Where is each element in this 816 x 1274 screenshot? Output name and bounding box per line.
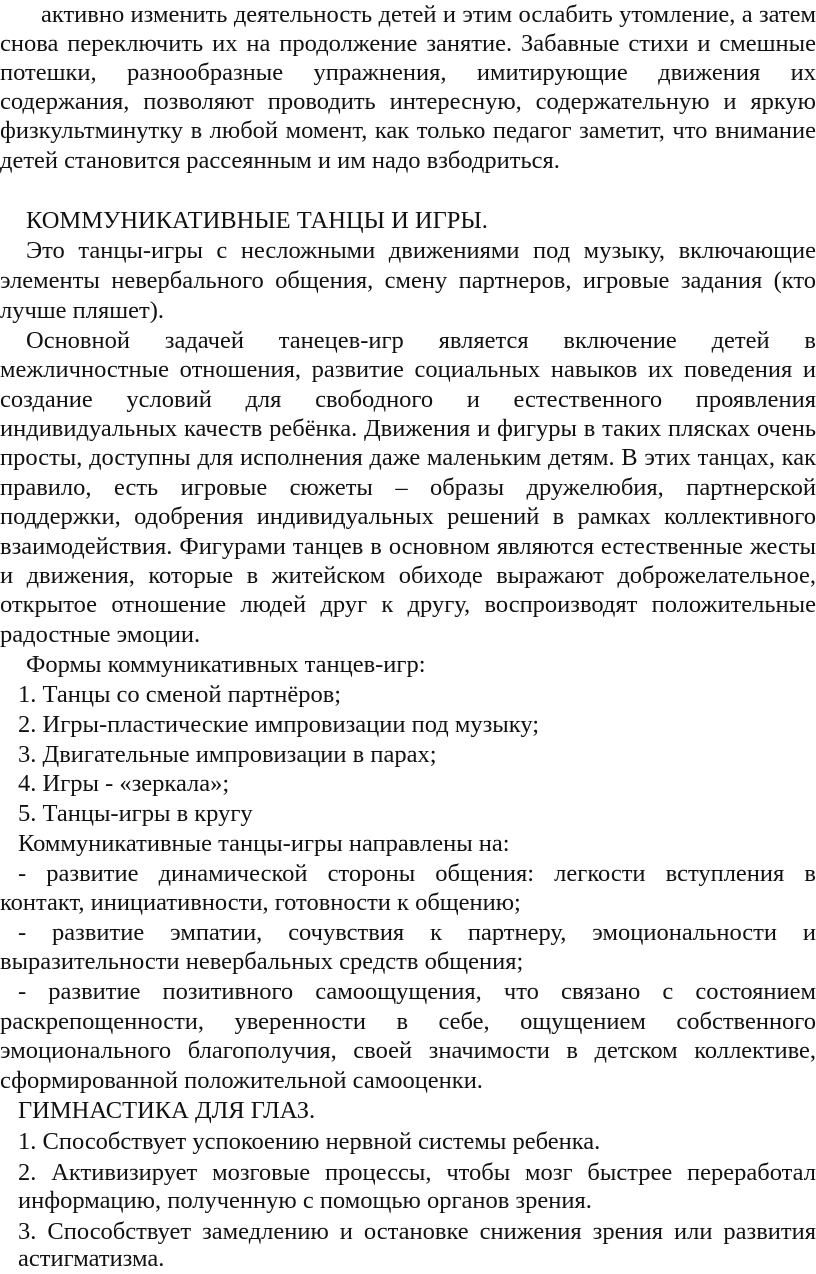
text-line: поддержки, одобрения индивидуальных решений в рамках коллективного: [0, 503, 816, 530]
text-line: лучше пляшет).: [0, 297, 164, 324]
list-intro: Формы коммуникативных танцев-игр:: [26, 651, 426, 678]
list-item: 3. Двигательные импровизации в парах;: [18, 741, 437, 768]
text-line: активно изменить деятельность детей и этим ослабить утомление, а затем: [41, 1, 816, 28]
text-line: снова переключить их на продолжение занятие. Забавные стихи и смешные: [0, 30, 816, 57]
text-line: физкультминутку в любой момент, как только педагог заметит, что внимание: [0, 117, 816, 144]
list-item: 1. Способствует успокоению нервной системы ребенка.: [18, 1128, 601, 1155]
text-line: элементы невербального общения, смену партнеров, игровые задания (кто: [0, 267, 816, 294]
text-line: эмоционального благополучия, своей значимости в детском коллективе,: [0, 1037, 816, 1064]
text-line: правило, есть игровые сюжеты – образы дружелюбия, партнерской: [0, 474, 816, 501]
text-line: - развитие эмпатии, сочувствия к партнеру, эмоциональности и: [18, 919, 816, 946]
list-item: 2. Игры-пластические импровизации под музыку;: [18, 711, 540, 738]
text-line: Основной задачей танецев-игр является включение детей в: [26, 327, 816, 354]
text-line: просты, доступны для исполнения даже маленьким детям. В этих танцах, как: [0, 444, 816, 471]
list-item: 3. Способствует замедлению и остановке снижения зрения или развития: [18, 1218, 816, 1245]
text-line: контакт, инициативности, готовности к общению;: [0, 889, 521, 916]
text-line: и движения, которые в житейском обиходе выражают доброжелательное,: [0, 562, 816, 589]
text-line: создание условий для свободного и естественного проявления: [0, 386, 816, 413]
text-line: раскрепощенности, уверенности в себе, ощущением собственного: [0, 1008, 816, 1035]
text-line: содержания, позволяют проводить интересную, содержательную и яркую: [0, 88, 816, 115]
text-line: детей становится рассеянным и им надо взбодриться.: [0, 147, 560, 174]
text-line: потешки, разнообразные упражнения, имитирующие движения их: [0, 59, 816, 86]
text-line: Это танцы-игры с несложными движениями под музыку, включающие: [26, 237, 816, 264]
text-line: информацию, полученную с помощью органов зрения.: [18, 1187, 592, 1214]
list-item: 4. Игры - «зеркала»;: [18, 770, 230, 797]
text-line: индивидуальных качеств ребёнка. Движения и фигуры в таких плясках очень: [0, 415, 816, 442]
text-line: - развитие позитивного самоощущения, что связано с состоянием: [18, 978, 816, 1005]
text-line: астигматизма.: [18, 1245, 165, 1272]
list-item: 1. Танцы со сменой партнёров;: [18, 681, 342, 708]
list-item: 5. Танцы-игры в кругу: [18, 800, 253, 827]
text-line: выразительности невербальных средств общения;: [0, 948, 524, 975]
list-intro: Коммуникативные танцы-игры направлены на:: [18, 830, 510, 857]
text-line: межличностные отношения, развитие социальных навыков их поведения и: [0, 356, 816, 383]
text-line: - развитие динамической стороны общения: легкости вступления в: [18, 860, 816, 887]
section-heading: КОММУНИКАТИВНЫЕ ТАНЦЫ И ИГРЫ.: [26, 207, 488, 234]
section-heading: ГИМНАСТИКА ДЛЯ ГЛАЗ.: [18, 1097, 316, 1124]
text-line: радостные эмоции.: [0, 621, 201, 648]
text-line: взаимодействия. Фигурами танцев в основном являются естественные жесты: [0, 533, 816, 560]
list-item: 2. Активизирует мозговые процессы, чтобы мозг быстрее переработал: [18, 1159, 816, 1186]
text-line: сформированной положительной самооценки.: [0, 1067, 483, 1094]
text-line: открытое отношение людей друг к другу, воспроизводят положительные: [0, 591, 816, 618]
